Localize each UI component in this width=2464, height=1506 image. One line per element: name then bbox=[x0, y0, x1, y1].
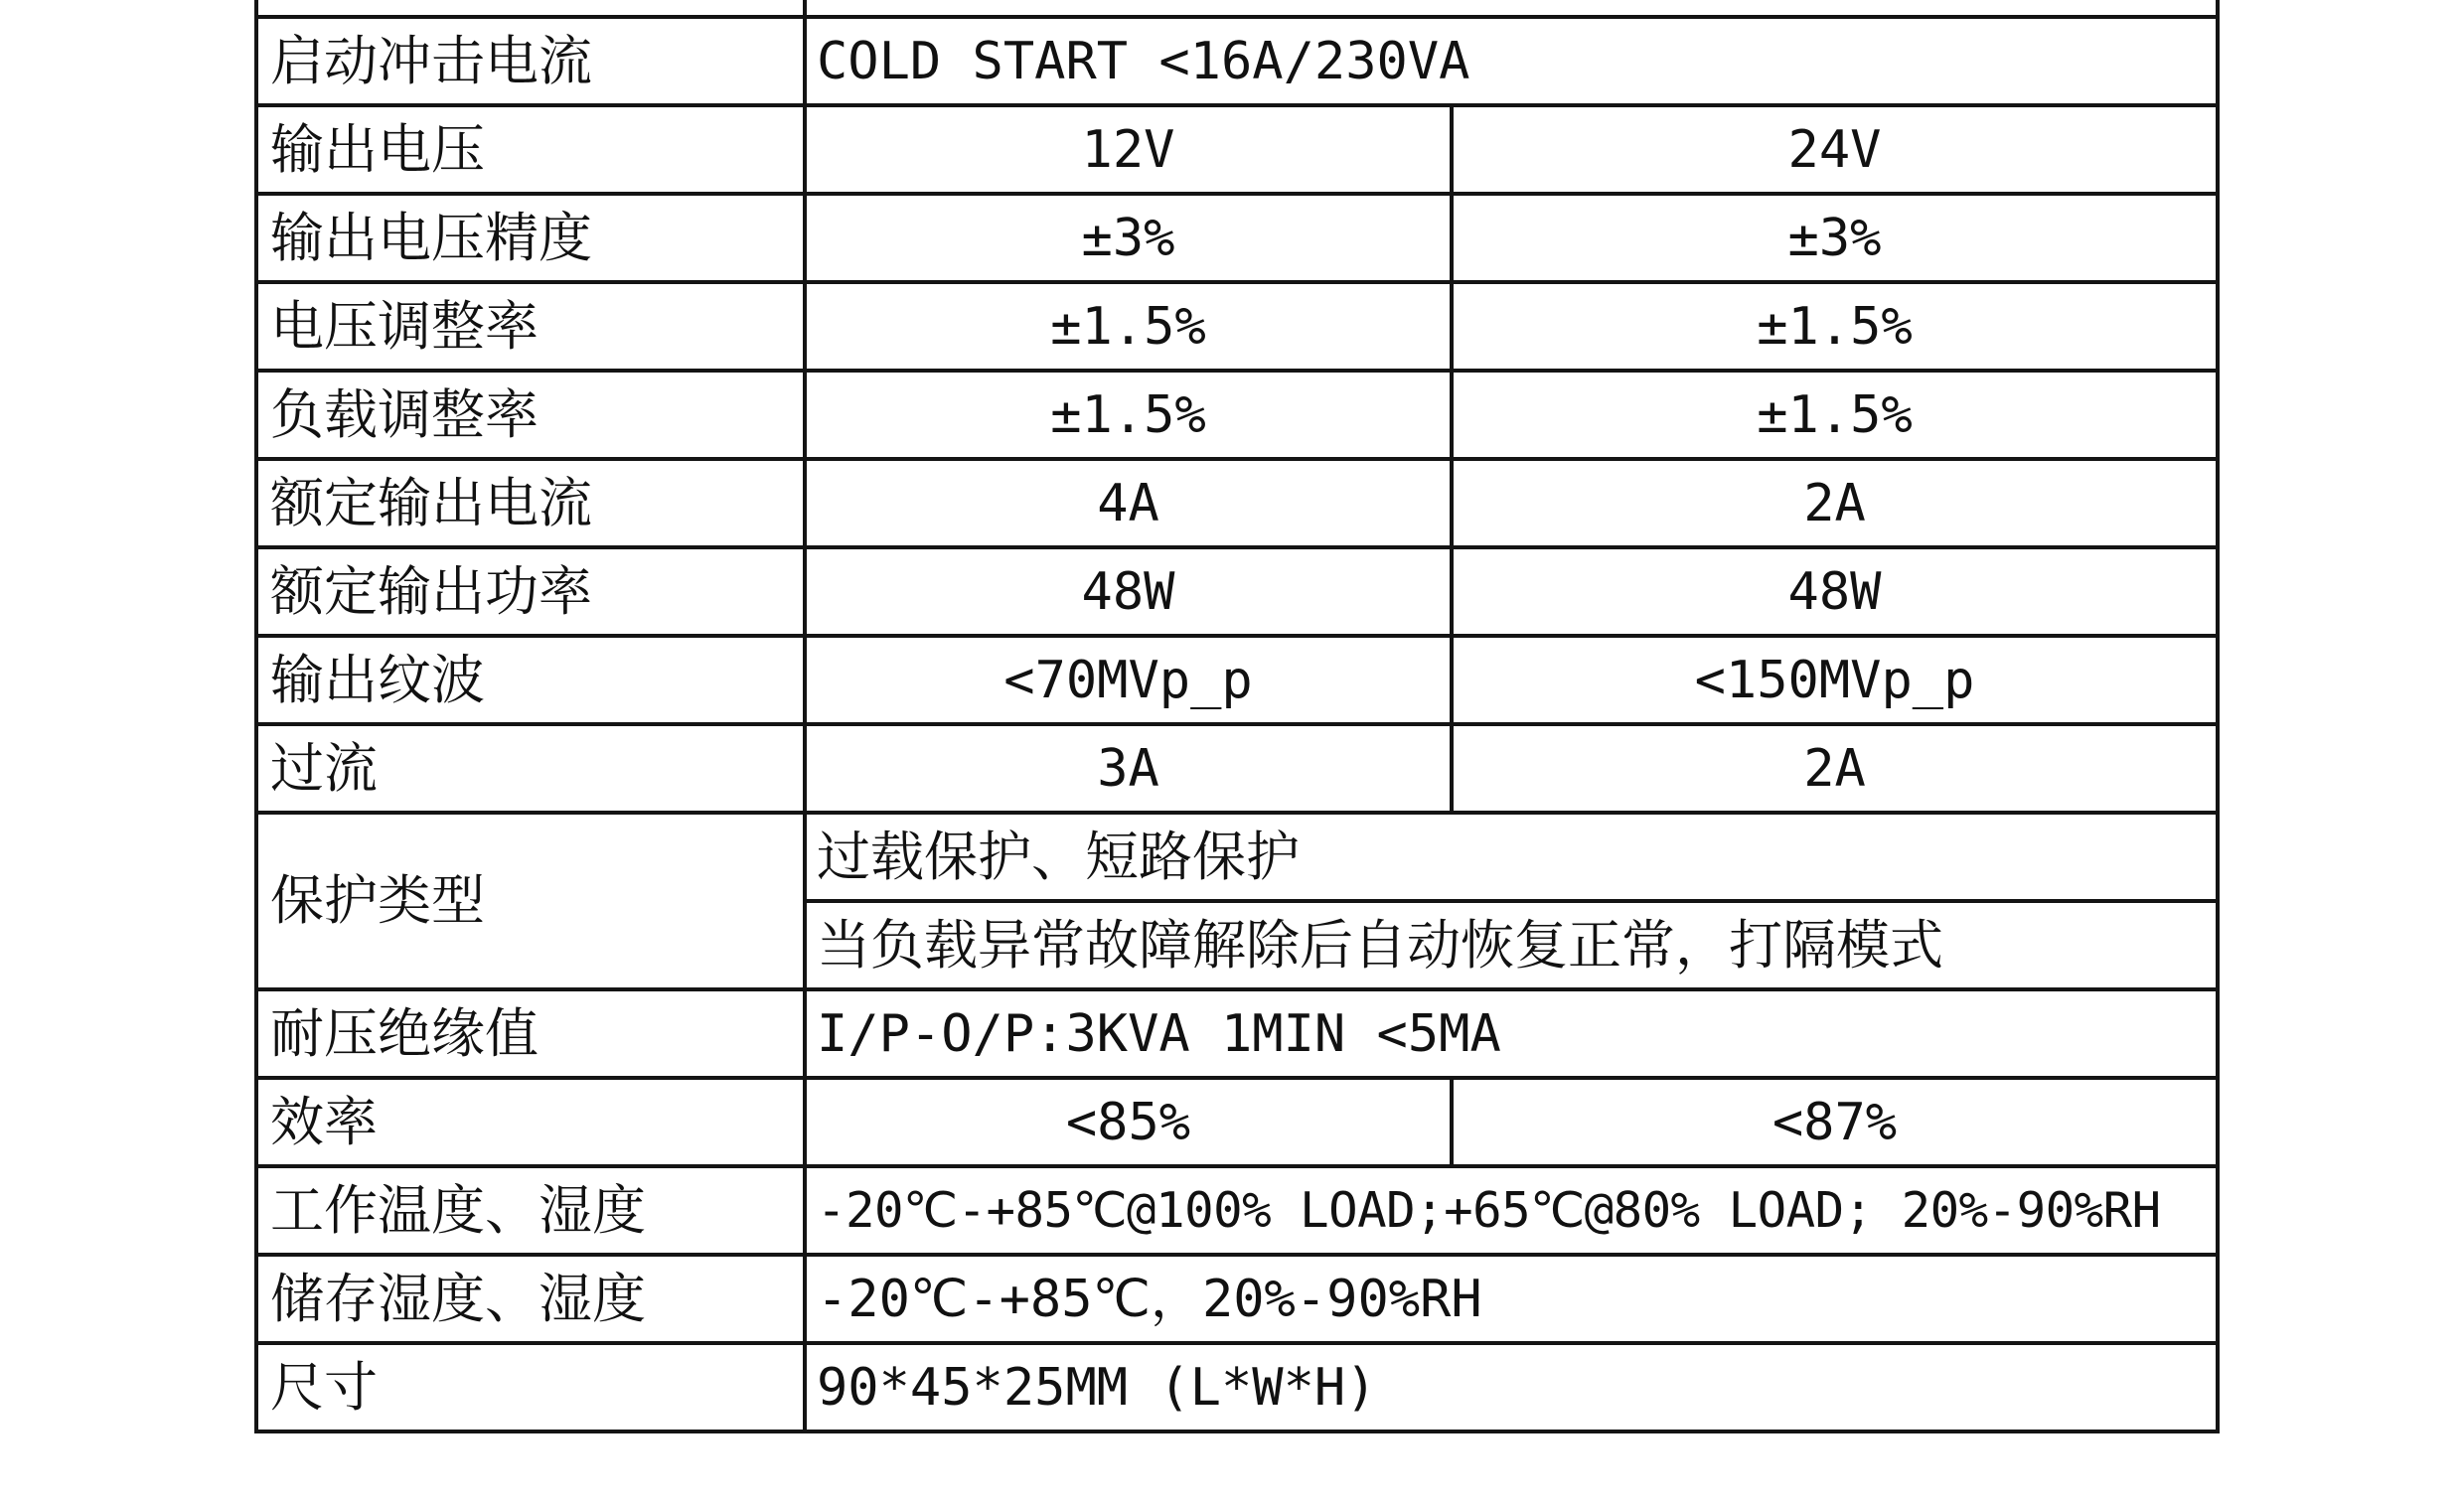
table-row bbox=[256, 724, 2218, 813]
value-protection-type-line2: 当负载异常故障解除后自动恢复正常，打隔模式 bbox=[805, 901, 2218, 989]
spec-table bbox=[254, 0, 2220, 1433]
row-label-output-voltage: 输出电压 bbox=[256, 105, 805, 194]
value-24v-voltage-accuracy: ±3% bbox=[1452, 194, 2218, 282]
value-dimensions: 90*45*25MM (L*W*H) bbox=[805, 1343, 2218, 1431]
value-12v-voltage-accuracy: ±3% bbox=[805, 194, 1452, 282]
table-row bbox=[256, 282, 2218, 371]
cell-cutoff-value bbox=[805, 0, 2218, 17]
table-row bbox=[256, 1078, 2218, 1166]
row-label-line-regulation: 电压调整率 bbox=[256, 282, 805, 371]
table-row bbox=[256, 547, 2218, 636]
row-label-output-ripple: 输出纹波 bbox=[256, 636, 805, 724]
value-12v-output-voltage: 12V bbox=[805, 105, 1452, 194]
value-24v-line-regulation: ±1.5% bbox=[1452, 282, 2218, 371]
table-row bbox=[256, 813, 2218, 901]
value-12v-line-regulation: ±1.5% bbox=[805, 282, 1452, 371]
row-label-rated-power: 额定输出功率 bbox=[256, 547, 805, 636]
value-12v-efficiency: <85% bbox=[805, 1078, 1452, 1166]
value-storage-temp-humidity: -20℃-+85℃，20%-90%RH bbox=[805, 1255, 2218, 1343]
row-label-storage-temp-humidity: 储存湿度、湿度 bbox=[256, 1255, 805, 1343]
value-24v-rated-power: 48W bbox=[1452, 547, 2218, 636]
row-label-overcurrent: 过流 bbox=[256, 724, 805, 813]
table-row bbox=[256, 17, 2218, 105]
table-row bbox=[256, 459, 2218, 547]
value-24v-load-regulation: ±1.5% bbox=[1452, 371, 2218, 459]
cell-cutoff-label bbox=[256, 0, 805, 17]
table-row bbox=[256, 105, 2218, 194]
row-label-voltage-accuracy: 输出电压精度 bbox=[256, 194, 805, 282]
value-isolation-voltage: I/P-O/P:3KVA 1MIN <5MA bbox=[805, 989, 2218, 1078]
table-row bbox=[256, 636, 2218, 724]
row-label-load-regulation: 负载调整率 bbox=[256, 371, 805, 459]
value-24v-output-ripple: <150MVp_p bbox=[1452, 636, 2218, 724]
table-row bbox=[256, 989, 2218, 1078]
value-operating-temp-humidity: -20℃-+85℃@100% LOAD;+65℃@80% LOAD; 20%-90%RH bbox=[805, 1166, 2218, 1255]
value-12v-rated-current: 4A bbox=[805, 459, 1452, 547]
value-12v-overcurrent: 3A bbox=[805, 724, 1452, 813]
table-row bbox=[256, 371, 2218, 459]
row-label-inrush-current: 启动冲击电流 bbox=[256, 17, 805, 105]
table-row-top-cutoff bbox=[256, 0, 2218, 17]
table-row bbox=[256, 194, 2218, 282]
row-label-protection-type: 保护类型 bbox=[256, 813, 805, 989]
value-inrush-current: COLD START <16A/230VA bbox=[805, 17, 2218, 105]
row-label-rated-current: 额定输出电流 bbox=[256, 459, 805, 547]
value-24v-overcurrent: 2A bbox=[1452, 724, 2218, 813]
row-label-operating-temp-humidity: 工作温度、湿度 bbox=[256, 1166, 805, 1255]
row-label-efficiency: 效率 bbox=[256, 1078, 805, 1166]
row-label-isolation-voltage: 耐压绝缘值 bbox=[256, 989, 805, 1078]
row-label-dimensions: 尺寸 bbox=[256, 1343, 805, 1431]
value-12v-output-ripple: <70MVp_p bbox=[805, 636, 1452, 724]
value-protection-type-line1: 过载保护、短路保护 bbox=[805, 813, 2218, 901]
table-row bbox=[256, 1166, 2218, 1255]
value-24v-rated-current: 2A bbox=[1452, 459, 2218, 547]
value-12v-load-regulation: ±1.5% bbox=[805, 371, 1452, 459]
value-12v-rated-power: 48W bbox=[805, 547, 1452, 636]
value-24v-output-voltage: 24V bbox=[1452, 105, 2218, 194]
value-24v-efficiency: <87% bbox=[1452, 1078, 2218, 1166]
table-row bbox=[256, 1255, 2218, 1343]
table-row bbox=[256, 1343, 2218, 1431]
